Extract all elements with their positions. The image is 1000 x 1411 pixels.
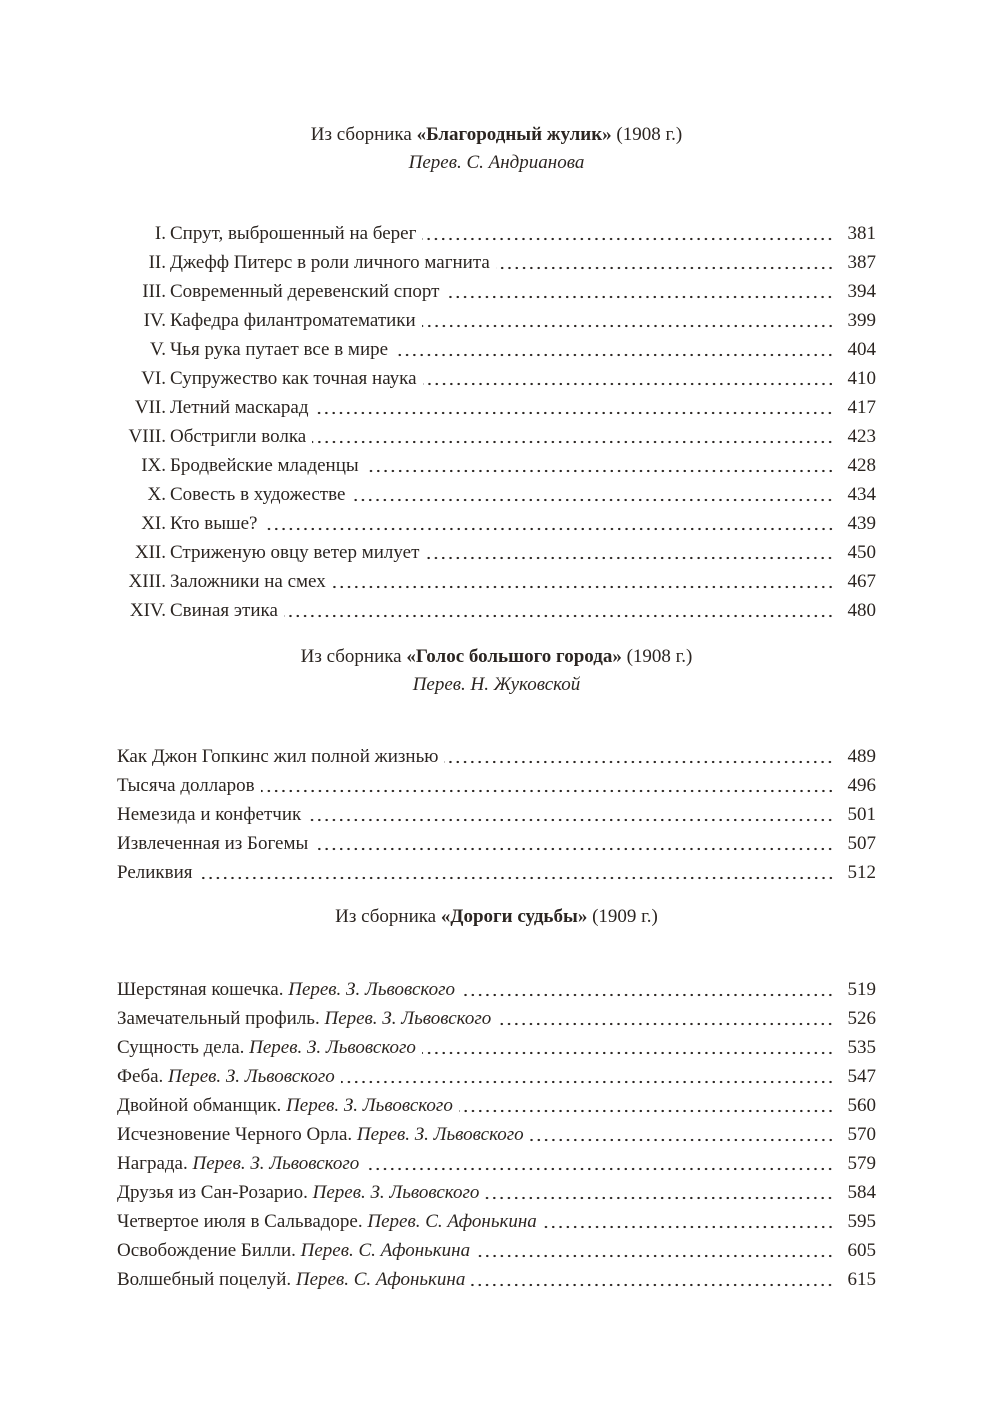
entry-title-text: Реликвия xyxy=(117,862,193,883)
entry-number: XIV. xyxy=(129,600,166,621)
entry-title-text: Как Джон Гопкинс жил полной жизнью xyxy=(117,746,439,767)
entry-title xyxy=(170,219,416,248)
page-number: 450 xyxy=(847,542,876,563)
entry-title xyxy=(117,1091,453,1120)
toc-entry[interactable] xyxy=(117,1091,876,1120)
entry-title-text: Свиная этика xyxy=(170,600,278,621)
section-heading xyxy=(117,903,876,931)
entry-translator: Перев. З. Львовского xyxy=(356,1124,524,1145)
dot-leader xyxy=(461,993,834,997)
page-number: 428 xyxy=(847,455,876,476)
toc-entry[interactable] xyxy=(117,1149,876,1178)
entry-title-text: Заложники на смех xyxy=(170,571,326,592)
entry-title-text: Волшебный поцелуй. xyxy=(117,1269,292,1290)
section-golos-bolshogo-goroda xyxy=(117,643,876,887)
entry-number: XIII. xyxy=(128,571,166,592)
entry-title-text: Кафедра филантроматематики xyxy=(170,310,416,331)
dot-leader xyxy=(307,818,834,822)
entry-title xyxy=(170,422,306,451)
entry-title xyxy=(117,1120,524,1149)
toc-entry[interactable] xyxy=(117,829,876,858)
toc-entry[interactable] xyxy=(117,567,876,596)
toc-list xyxy=(117,975,876,1294)
entry-title-text: Совесть в художестве xyxy=(170,484,346,505)
dot-leader xyxy=(485,1196,834,1200)
toc-entry[interactable] xyxy=(117,742,876,771)
entry-title-text: Супружество как точная наука xyxy=(170,368,417,389)
entry-number: VIII. xyxy=(128,426,166,447)
page-number: 387 xyxy=(847,252,876,273)
entry-translator: Перев. З. Львовского xyxy=(168,1066,335,1087)
page-number: 570 xyxy=(847,1124,876,1145)
toc-entry[interactable] xyxy=(117,1033,876,1062)
entry-title xyxy=(170,567,326,596)
entry-number: IV. xyxy=(143,310,166,331)
entry-number: VII. xyxy=(134,397,166,418)
toc-entry[interactable] xyxy=(117,858,876,887)
entry-title-text: Бродвейские младенцы xyxy=(170,455,359,476)
entry-title-text: Друзья из Сан-Розарио. xyxy=(117,1182,308,1203)
entry-title xyxy=(117,1178,479,1207)
entry-title xyxy=(170,248,490,277)
toc-entry[interactable] xyxy=(117,393,876,422)
toc-entry[interactable] xyxy=(117,538,876,567)
toc-entry[interactable] xyxy=(117,1178,876,1207)
dot-leader xyxy=(284,614,834,618)
dot-leader xyxy=(423,382,834,386)
dot-leader xyxy=(425,556,834,560)
collection-title: «Благородный жулик» xyxy=(416,124,612,145)
dot-leader xyxy=(332,585,834,589)
entry-title xyxy=(170,538,419,567)
section-blagorodny-zhulik xyxy=(117,121,876,625)
entry-title xyxy=(117,1207,537,1236)
page-number: 423 xyxy=(847,426,876,447)
entry-title xyxy=(170,509,258,538)
entry-number: II. xyxy=(148,252,166,273)
translator-credit: Перев. С. Андрианова xyxy=(408,152,585,173)
entry-title-text: Награда. xyxy=(117,1153,188,1174)
translator-credit: Перев. Н. Жуковской xyxy=(412,674,581,695)
entry-title xyxy=(117,1265,465,1294)
page-number: 410 xyxy=(847,368,876,389)
dot-leader xyxy=(422,1051,834,1055)
entry-title-text: Джефф Питерс в роли личного магнита xyxy=(170,252,490,273)
entry-translator: Перев. С. Афонькина xyxy=(367,1211,537,1232)
entry-title-text: Феба. xyxy=(117,1066,164,1087)
page-number: 496 xyxy=(847,775,876,796)
page-number: 467 xyxy=(847,571,876,592)
page-number: 605 xyxy=(847,1240,876,1261)
dot-leader xyxy=(394,353,834,357)
entry-number: III. xyxy=(142,281,166,302)
entry-title xyxy=(170,480,345,509)
toc-entry[interactable] xyxy=(117,1004,876,1033)
dot-leader xyxy=(261,789,834,793)
heading-prefix: Из сборника xyxy=(335,906,441,927)
entry-title xyxy=(170,364,417,393)
dot-leader xyxy=(459,1109,834,1113)
dot-leader xyxy=(543,1225,834,1229)
toc-list xyxy=(117,742,876,887)
entry-number: VI. xyxy=(141,368,166,389)
toc-entry[interactable] xyxy=(117,509,876,538)
entry-translator: Перев. С. Афонькина xyxy=(300,1240,471,1261)
entry-title-text: Четвертое июля в Сальвадоре. xyxy=(117,1211,363,1232)
entry-title-text: Спрут, выброшенный на берег xyxy=(170,223,417,244)
dot-leader xyxy=(365,1167,834,1171)
dot-leader xyxy=(530,1138,834,1142)
toc-entry[interactable] xyxy=(117,1265,876,1294)
entry-title xyxy=(170,306,416,335)
entry-title xyxy=(170,596,278,625)
dot-leader xyxy=(199,876,834,880)
page-number: 560 xyxy=(847,1095,876,1116)
entry-title-text: Сущность дела. xyxy=(117,1037,245,1058)
entry-title xyxy=(117,1149,359,1178)
entry-title xyxy=(117,771,255,800)
page-number: 526 xyxy=(847,1008,876,1029)
dot-leader xyxy=(365,469,834,473)
page-number: 489 xyxy=(847,746,876,767)
toc-entry[interactable] xyxy=(117,364,876,393)
entry-number: X. xyxy=(147,484,166,505)
toc-entry[interactable] xyxy=(117,1062,876,1091)
entry-translator: Перев. З. Львовского xyxy=(312,1182,480,1203)
toc-list xyxy=(117,219,876,625)
entry-number: V. xyxy=(149,339,166,360)
page-number: 547 xyxy=(847,1066,876,1087)
entry-title xyxy=(117,742,438,771)
page-number: 519 xyxy=(847,979,876,1000)
toc-entry[interactable] xyxy=(117,277,876,306)
toc-entry[interactable] xyxy=(117,771,876,800)
entry-title-text: Обстригли волка xyxy=(170,426,307,447)
section-heading xyxy=(117,643,876,671)
page-number: 394 xyxy=(847,281,876,302)
collection-title: «Голос большого города» xyxy=(406,646,622,667)
dot-leader xyxy=(264,527,835,531)
entry-translator: Перев. С. Афонькина xyxy=(295,1269,466,1290)
collection-year: (1908 г.) xyxy=(621,646,693,667)
entry-translator: Перев. З. Львовского xyxy=(324,1008,492,1029)
entry-title-text: Современный деревенский спорт xyxy=(170,281,440,302)
dot-leader xyxy=(422,237,834,241)
entry-title xyxy=(170,277,439,306)
entry-translator: Перев. З. Львовского xyxy=(286,1095,453,1116)
entry-number: XI. xyxy=(141,513,166,534)
page-number: 501 xyxy=(847,804,876,825)
page-number: 439 xyxy=(847,513,876,534)
toc-entry[interactable] xyxy=(117,219,876,248)
dot-leader xyxy=(422,324,834,328)
dot-leader xyxy=(444,760,834,764)
page-number: 579 xyxy=(847,1153,876,1174)
entry-title-text: Двойной обманщик. xyxy=(117,1095,282,1116)
section-dorogi-sudby xyxy=(117,903,876,1294)
section-heading xyxy=(117,121,876,149)
heading-prefix: Из сборника xyxy=(300,646,407,667)
page-number: 417 xyxy=(847,397,876,418)
entry-title-text: Немезида и конфетчик xyxy=(117,804,302,825)
toc-entry[interactable] xyxy=(117,975,876,1004)
dot-leader xyxy=(312,440,834,444)
dot-leader xyxy=(497,1022,834,1026)
collection-title: «Дороги судьбы» xyxy=(440,906,588,927)
page-number: 512 xyxy=(847,862,876,883)
page-number: 480 xyxy=(847,600,876,621)
toc-entry[interactable] xyxy=(117,596,876,625)
entry-number: I. xyxy=(154,223,166,244)
toc-entry[interactable] xyxy=(117,1207,876,1236)
page-number: 584 xyxy=(847,1182,876,1203)
entry-title xyxy=(170,393,308,422)
entry-translator: Перев. З. Львовского xyxy=(288,979,455,1000)
dot-leader xyxy=(351,498,834,502)
entry-number: IX. xyxy=(141,455,166,476)
entry-title-text: Шерстяная кошечка. xyxy=(117,979,284,1000)
dot-leader xyxy=(314,411,834,415)
toc-entry[interactable] xyxy=(117,1236,876,1265)
page-number: 595 xyxy=(847,1211,876,1232)
toc-entry[interactable] xyxy=(117,800,876,829)
entry-title-text: Стриженую овцу ветер милует xyxy=(170,542,420,563)
entry-title xyxy=(117,829,308,858)
toc-entry[interactable] xyxy=(117,306,876,335)
collection-year: (1909 г.) xyxy=(587,906,658,927)
entry-translator: Перев. З. Львовского xyxy=(192,1153,360,1174)
toc-entry[interactable] xyxy=(117,248,876,277)
page-number: 434 xyxy=(847,484,876,505)
entry-title-text: Замечательный профиль. xyxy=(117,1008,320,1029)
entry-title-text: Чья рука путает все в мире xyxy=(170,339,389,360)
page-number: 615 xyxy=(847,1269,876,1290)
dot-leader xyxy=(314,847,834,851)
page-number: 399 xyxy=(847,310,876,331)
entry-title-text: Тысяча долларов xyxy=(117,775,255,796)
entry-title xyxy=(170,451,359,480)
dot-leader xyxy=(341,1080,834,1084)
dot-leader xyxy=(476,1254,834,1258)
page-number: 507 xyxy=(847,833,876,854)
dot-leader xyxy=(471,1283,834,1287)
entry-number: XII. xyxy=(134,542,166,563)
toc-entry[interactable] xyxy=(117,480,876,509)
entry-title xyxy=(117,1062,335,1091)
entry-title-text: Исчезновение Черного Орла. xyxy=(117,1124,353,1145)
entry-title-text: Освобождение Билли. xyxy=(117,1240,296,1261)
dot-leader xyxy=(445,295,834,299)
entry-title xyxy=(170,335,388,364)
toc-entry[interactable] xyxy=(117,451,876,480)
entry-title xyxy=(117,975,455,1004)
entry-title-text: Кто выше? xyxy=(170,513,258,534)
collection-year: (1908 г.) xyxy=(611,124,683,145)
entry-title-text: Летний маскарад xyxy=(170,397,309,418)
entry-title xyxy=(117,1236,470,1265)
toc-entry[interactable] xyxy=(117,422,876,451)
entry-title xyxy=(117,1004,491,1033)
page-number: 404 xyxy=(847,339,876,360)
heading-prefix: Из сборника xyxy=(310,124,417,145)
page-number: 535 xyxy=(847,1037,876,1058)
entry-translator: Перев. З. Львовского xyxy=(249,1037,416,1058)
entry-title xyxy=(117,800,301,829)
page-number: 381 xyxy=(847,223,876,244)
entry-title xyxy=(117,858,193,887)
entry-title xyxy=(117,1033,416,1062)
toc-entry[interactable] xyxy=(117,335,876,364)
dot-leader xyxy=(496,266,834,270)
toc-entry[interactable] xyxy=(117,1120,876,1149)
entry-title-text: Извлеченная из Богемы xyxy=(117,833,309,854)
